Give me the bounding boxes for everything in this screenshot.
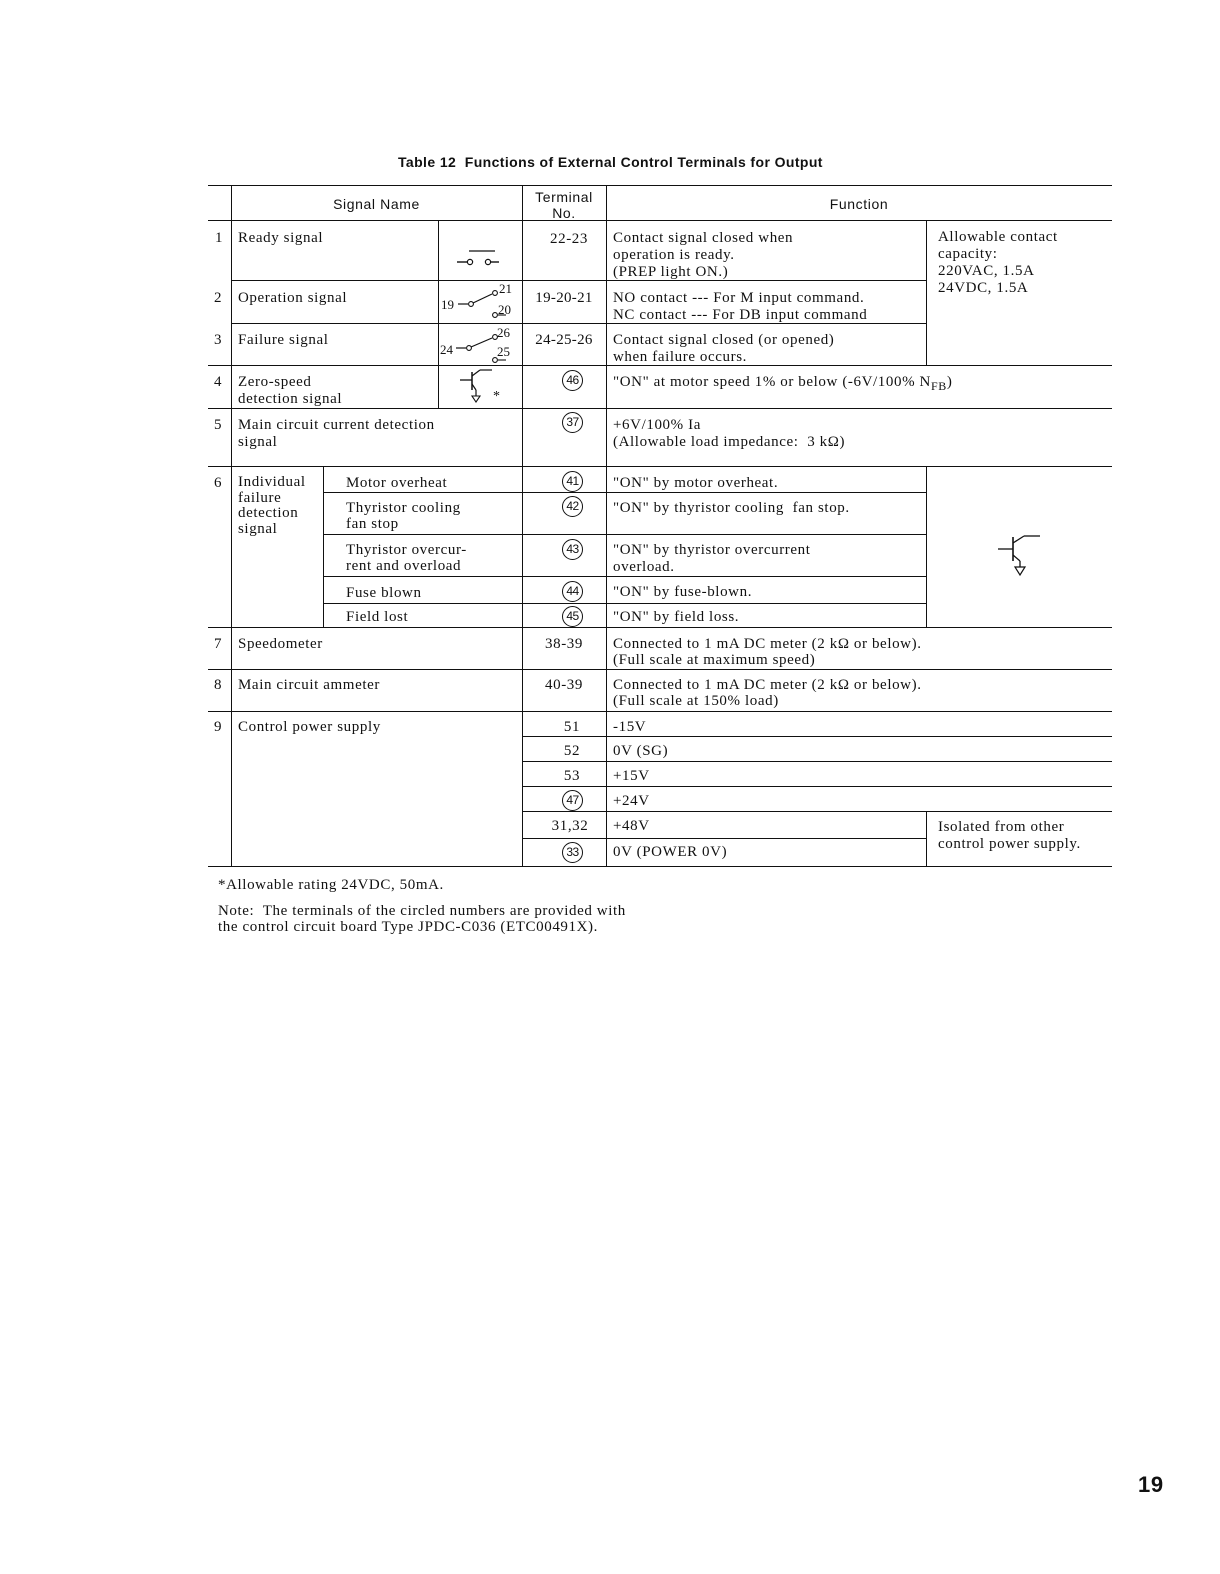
header-function: Function: [829, 196, 889, 212]
row-number: 1: [215, 230, 224, 246]
terminal-number: 53: [563, 768, 581, 784]
sub-signal-name: Fuse blown: [346, 585, 422, 601]
sub-signal-name: Field lost: [346, 609, 409, 625]
terminal-label: 20: [498, 302, 511, 317]
function-text: "ON" by fuse-blown.: [613, 584, 753, 600]
table-caption: Table 12 Functions of External Control Terminals for Output: [398, 154, 823, 170]
contact-capacity-note: Allowable contact capacity: 220VAC, 1.5A 24VDC, 1.5A: [938, 229, 1058, 296]
function-text: -15V: [613, 719, 647, 735]
function-text: Contact signal closed when operation is ready. (PREP light ON.): [613, 230, 794, 280]
terminal-number: 19-20-21: [535, 290, 593, 306]
function-text: "ON" by motor overheat.: [613, 475, 779, 491]
row-number: 3: [214, 332, 223, 348]
terminal-number-circled: 41: [562, 471, 583, 492]
terminal-number-circled: 33: [562, 842, 583, 863]
function-text-main: "ON" at motor speed 1% or below (-6V/100% N: [613, 374, 931, 390]
terminal-number: 38-39: [545, 636, 583, 652]
signal-name: Individual failure detection signal: [238, 474, 306, 537]
sub-signal-name: Thyristor overcur- rent and overload: [346, 542, 467, 574]
terminal-label: 26: [497, 325, 510, 340]
function-text: Connected to 1 mA DC meter (2 kΩ or below). (Full scale at maximum speed): [613, 636, 922, 668]
function-text: +24V: [613, 793, 650, 809]
function-text: [613, 374, 953, 395]
function-text: Connected to 1 mA DC meter (2 kΩ or below). (Full scale at 150% load): [613, 677, 922, 709]
terminal-number: 31,32: [551, 818, 589, 834]
isolated-note: Isolated from other control power supply.: [938, 819, 1081, 852]
page-number: 19: [1138, 1472, 1164, 1497]
footnote-note: Note: The terminals of the circled numbers are provided with the control circuit board Type JPDC-C036 (ETC00491X).: [218, 903, 626, 935]
terminal-label: 25: [497, 344, 510, 359]
signal-name: Failure signal: [238, 332, 329, 348]
function-text: +6V/100% Ia (Allowable load impedance: 3 kΩ): [613, 417, 846, 450]
terminal-label: 21: [499, 281, 512, 296]
sub-signal-name: Thyristor cooling fan stop: [346, 500, 461, 532]
terminal-number-circled: 47: [562, 790, 583, 811]
footnote-rating: *Allowable rating 24VDC, 50mA.: [218, 877, 444, 893]
terminal-number: 24-25-26: [535, 332, 593, 348]
row-number: 5: [214, 417, 223, 433]
signal-name: Control power supply: [238, 719, 381, 735]
row-number: 2: [214, 290, 223, 306]
header-terminal-no: Terminal No.: [535, 189, 593, 221]
function-text: 0V (SG): [613, 743, 669, 759]
function-text: "ON" by thyristor overcurrent overload.: [613, 542, 811, 575]
signal-name: Speedometer: [238, 636, 323, 652]
row-number: 6: [214, 475, 223, 491]
footnote-marker: *: [493, 389, 501, 404]
terminal-label: 19: [441, 297, 454, 312]
function-text: NO contact --- For M input command. NC contact --- For DB input command: [613, 290, 868, 323]
terminal-number-circled: 44: [562, 581, 583, 602]
header-signal-name: Signal Name: [333, 196, 420, 212]
function-text: +48V: [613, 818, 650, 834]
signal-name: Operation signal: [238, 290, 348, 306]
row-number: 9: [214, 719, 223, 735]
signal-name: Main circuit ammeter: [238, 677, 380, 693]
function-text: "ON" by thyristor cooling fan stop.: [613, 500, 850, 516]
transistor-icon: [458, 368, 498, 404]
function-text-end: ): [946, 374, 953, 390]
transistor-icon: [996, 533, 1046, 579]
function-text: +15V: [613, 768, 650, 784]
terminal-label: 24: [440, 342, 453, 357]
terminal-number-circled: 37: [562, 412, 583, 433]
terminal-number-circled: 45: [562, 606, 583, 627]
sub-signal-name: Motor overheat: [346, 475, 448, 491]
signal-name: Zero-speed detection signal: [238, 374, 343, 407]
terminal-number: 52: [563, 743, 581, 759]
row-number: 7: [214, 636, 223, 652]
terminal-number-circled: 43: [562, 539, 583, 560]
signal-name: Main circuit current detection signal: [238, 417, 435, 450]
function-text-subscript: FB: [931, 379, 947, 393]
normally-open-contact-icon: [455, 248, 515, 268]
terminal-number: 40-39: [545, 677, 583, 693]
terminal-number-circled: 42: [562, 496, 583, 517]
terminal-number: 22-23: [550, 231, 588, 247]
row-number: 4: [214, 374, 223, 390]
signal-name: Ready signal: [238, 230, 324, 246]
row-number: 8: [214, 677, 223, 693]
function-text: 0V (POWER 0V): [613, 844, 728, 860]
function-text: Contact signal closed (or opened) when failure occurs.: [613, 332, 835, 365]
terminal-number-circled: 46: [562, 370, 583, 391]
terminal-number: 51: [563, 719, 581, 735]
function-text: "ON" by field loss.: [613, 609, 740, 625]
